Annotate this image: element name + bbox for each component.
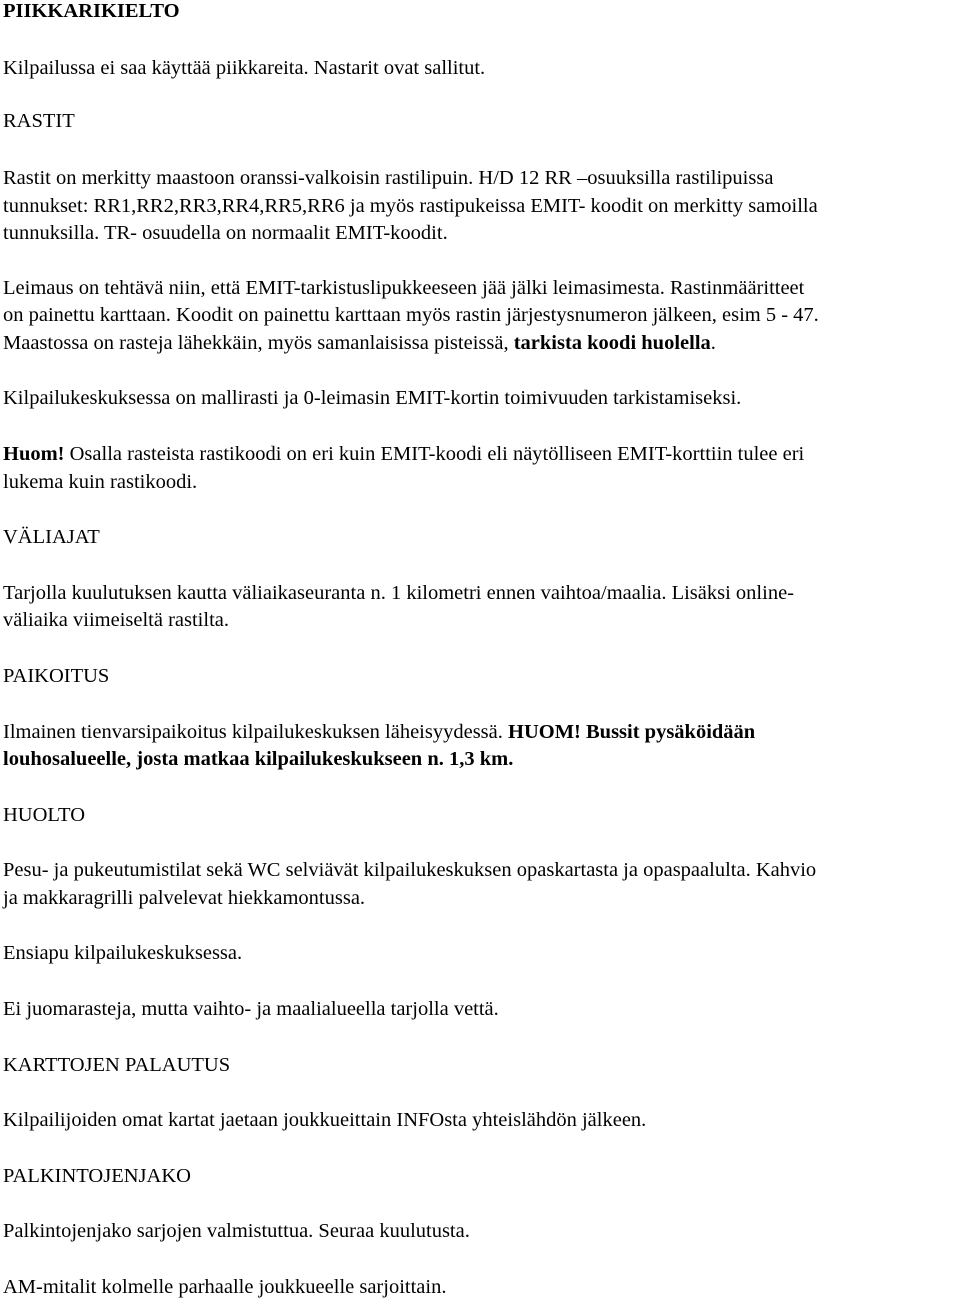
huom-text: Osalla rasteista rastikoodi on eri kuin EMIT-koodi eli näytölliseen EMIT-korttiin tulee eri	[64, 443, 805, 465]
huolto-paragraph-1-line-2: ja makkaragrilli palvelevat hiekkamontussa.	[3, 887, 366, 909]
rastit-normal-text: Maastossa on rasteja lähekkäin, myös samanlaisissa pisteissä,	[3, 332, 514, 354]
rastit-paragraph-1-line-1: Rastit on merkitty maastoon oranssi-valkoisin rastilipuin. H/D 12 RR –osuuksilla rastilipuissa	[3, 167, 774, 189]
huolto-paragraph-3: Ei juomarasteja, mutta vaihto- ja maalialueella tarjolla vettä.	[3, 998, 499, 1020]
rastit-paragraph-2-line-1: Leimaus on tehtävä niin, että EMIT-tarkistuslipukkeeseen jää jälki leimasimesta. Rastinmääritteet	[3, 277, 805, 299]
paikoitus-line-1	[3, 719, 957, 746]
rastit-paragraph-2-line-3	[3, 330, 957, 357]
paikoitus-normal-text: Ilmainen tienvarsipaikoitus kilpailukeskuksen läheisyydessä.	[3, 721, 508, 743]
huolto-paragraph-1-line-1: Pesu- ja pukeutumistilat sekä WC selviävät kilpailukeskuksen opaskartasta ja opaspaalulta. Kahvio	[3, 859, 817, 881]
rastit-paragraph-1-line-2: tunnukset: RR1,RR2,RR3,RR4,RR5,RR6 ja myös rastipukeissa EMIT- koodit on merkitty samoilla	[3, 195, 818, 217]
huom-label: Huom!	[3, 443, 65, 465]
rastit-paragraph-4-line-2: lukema kuin rastikoodi.	[3, 471, 198, 493]
heading-huolto: HUOLTO	[3, 804, 86, 826]
rastit-paragraph-1-line-3: tunnuksilla. TR- osuudella on normaalit EMIT-koodit.	[3, 222, 448, 244]
rastit-period: .	[710, 332, 716, 354]
heading-palkintojenjako: PALKINTOJENJAKO	[3, 1165, 191, 1187]
rastit-paragraph-4-line-1	[3, 441, 957, 468]
paikoitus-line-2: louhosalueelle, josta matkaa kilpailukeskukseen n. 1,3 km.	[3, 748, 514, 770]
palkintojenjako-paragraph-1: Palkintojenjako sarjojen valmistuttua. Seuraa kuulutusta.	[3, 1220, 470, 1242]
heading-rastit: RASTIT	[3, 110, 75, 132]
rastit-paragraph-2-line-2: on painettu karttaan. Koodit on painettu karttaan myös rastin järjestysnumeron jälkeen, esim 5 - 47.	[3, 304, 819, 326]
huolto-paragraph-2: Ensiapu kilpailukeskuksessa.	[3, 942, 243, 964]
paragraph-piikkarikielto: Kilpailussa ei saa käyttää piikkareita. Nastarit ovat sallitut.	[3, 57, 486, 79]
rastit-paragraph-3: Kilpailukeskuksessa on mallirasti ja 0-leimasin EMIT-kortin toimivuuden tarkistamiseksi.	[3, 387, 742, 409]
karttojen-palautus-paragraph: Kilpailijoiden omat kartat jaetaan joukkueittain INFOsta yhteislähdön jälkeen.	[3, 1109, 647, 1131]
heading-karttojen-palautus: KARTTOJEN PALAUTUS	[3, 1054, 231, 1076]
valiajat-line-1: Tarjolla kuulutuksen kautta väliaikaseuranta n. 1 kilometri ennen vaihtoa/maalia. Lisäksi online-	[3, 582, 794, 604]
heading-paikoitus: PAIKOITUS	[3, 665, 110, 687]
palkintojenjako-paragraph-2: AM-mitalit kolmelle parhaalle joukkueelle sarjoittain.	[3, 1276, 447, 1298]
rastit-bold-warning: tarkista koodi huolella	[513, 332, 711, 354]
heading-piikkarikielto: PIIKKARIKIELTO	[3, 0, 180, 22]
valiajat-line-2: väliaika viimeiseltä rastilta.	[3, 609, 229, 631]
heading-valiajat: VÄLIAJAT	[3, 526, 100, 548]
paikoitus-bold-text: HUOM! Bussit pysäköidään	[508, 721, 756, 743]
